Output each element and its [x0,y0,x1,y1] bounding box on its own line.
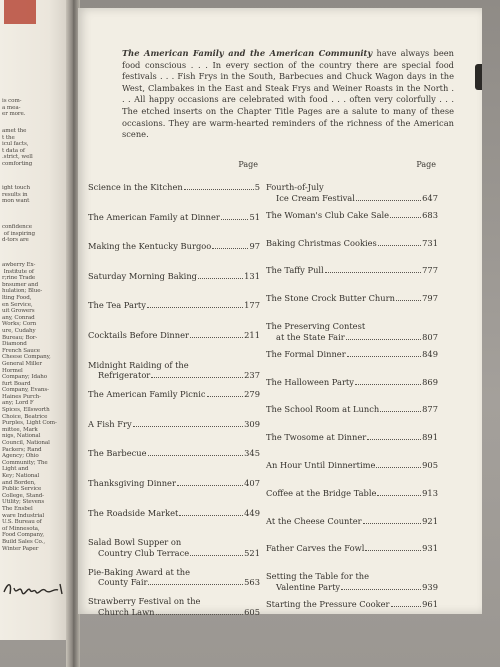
entry-title: The American Family Picnic [88,389,206,400]
dot-leader [177,478,243,486]
entry-leader-row [88,370,260,381]
contents-entry [88,419,260,430]
entry-leader-row [266,293,438,304]
contents-entry [88,448,260,459]
entry-page-number: 237 [244,370,260,381]
dot-leader [184,182,254,190]
entry-leader-row [88,182,260,193]
contents-entry [266,571,438,592]
dot-leader [390,210,421,218]
entry-title: The Stone Crock Butter Churn [266,293,395,304]
dot-leader [346,332,421,340]
contents-entry [266,488,438,499]
entry-leader-row [266,432,438,443]
entry-page-number: 877 [422,404,438,415]
entry-leader-row [266,332,438,343]
entry-page-number: 777 [422,265,438,276]
facing-page-text: awberry Ex- Institute of r;rine Trade bnsumer and hulation; Blue- lting Food, en Service, uit Growers any, Conrad Works; Corn ure, Cudahy Bureau; Bor- Diamond French Sauce Cheese Company, General Miller Hormel Company; Idaho furt Board Company, Evans- Haines Purch- any; Lord F Spices, Ellsworth Choice, Beatrice Purples, Light Com- mittee, Mark nigs, National Council, National Packers; Rand Agency; Ohio Community; The Light and Key; National and Borden, Public Service College, Stand- Utility; Stevens The Ensbel ware Industrial U.S. Bureau of of Minnesota, Food Company, Build Sales Co., Winter Paper [2,262,57,552]
contents-entry [88,478,260,489]
entry-title: Ice Cream Festival [276,192,355,203]
dot-leader [147,300,243,308]
contents-entry [266,349,438,360]
entry-title: An Hour Until Dinnertime [266,460,376,470]
contents-entry [266,516,438,527]
entry-title: Coffee at the Bridge Table [266,487,377,498]
page-column-heading: Page [416,160,436,169]
dot-leader [347,349,421,357]
dot-leader [212,241,248,249]
entry-leader-row [266,210,438,221]
entry-leader-row [266,349,438,360]
entry-title: The Formal Dinner [266,348,346,359]
entry-title-line: Pie-Baking Award at the [88,566,191,577]
contents-entry [266,404,438,415]
contents-entry [88,271,260,282]
entry-leader-row [88,548,260,559]
contents-entry [266,210,438,221]
entry-page-number: 309 [244,418,260,429]
entry-leader-row [88,241,260,252]
contents-column-left [88,160,260,617]
entry-page-number: 869 [422,376,438,387]
intro-body: have always been food conscious . . . In every section of the country there are special food festivals . . . Fish Frys in the South, Barbecues and Chuck Wagon days in the West, Clambakes in the East and Steak Frys and Weiner Roasts in the North . . . All happy occasions are celebrated with food . . . often very colorfully . . . The etched inserts on the Chapter Title Pages are a salute to many of these occasions. They are warm-hearted reminders of the richness of the American scene. [122,48,454,140]
entry-title: The School Room at Lunch [266,404,380,415]
entry-title: at the State Fair [276,331,345,342]
dot-leader [148,577,243,585]
contents-entry [266,599,438,610]
entry-page-number: 521 [244,547,260,558]
page-column-heading: Page [238,160,258,169]
contents-entry [88,241,260,252]
contents-entry [88,508,260,519]
contents-column-right [266,160,438,609]
entry-title: The Halloween Party [266,376,354,387]
entry-page-number: 921 [422,515,438,526]
facing-page-text: ight touch results in mon want [2,185,30,205]
entry-title: The Tea Party [88,300,146,311]
entry-leader-row [88,607,260,618]
entry-page-number: 449 [244,507,260,518]
dot-leader [148,448,244,456]
entry-leader-row [266,599,438,610]
dot-leader [207,389,244,397]
entry-title: A Fish Fry [88,418,132,429]
contents-entry [88,300,260,311]
entry-page-number: 683 [422,209,438,220]
entry-title: Thanksgiving Dinner [88,478,176,488]
entry-leader-row [266,543,438,554]
entry-leader-row [88,389,260,400]
dot-leader [391,599,422,607]
contents-entry [88,567,260,588]
entry-title: The Taffy Pull [266,265,324,276]
facing-page-text: confidence of inspiring d-tors are [2,224,35,244]
entry-title: The American Family at Dinner [88,211,220,222]
entry-page-number: 905 [422,460,438,470]
entry-title: The Woman's Club Cake Sale [266,209,390,220]
entry-page-number: 131 [244,270,260,281]
entry-leader-row [88,478,260,489]
entry-page-number: 647 [422,192,438,203]
contents-page [78,8,482,617]
entry-leader-row [88,448,260,459]
entry-title: The Twosome at Dinner [266,432,367,443]
dot-leader [365,543,421,551]
entry-title: Making the Kentucky Burgoo [88,241,212,252]
entry-title: The Roadside Market [88,507,179,518]
entry-page-number: 563 [244,577,260,588]
entry-title: Country Club Terrace [98,547,190,558]
contents-entry [88,360,260,381]
entry-title-line: Setting the Table for the [266,571,370,582]
contents-entry [266,238,438,249]
entry-leader-row [266,265,438,276]
bookmark-tab [4,0,36,24]
entry-leader-row [88,508,260,519]
dot-leader [325,265,421,273]
dot-leader [380,404,421,412]
entry-leader-row [88,212,260,223]
entry-page-number: 891 [422,432,438,443]
contents-entry [88,212,260,223]
entry-title: The Barbecue [88,448,147,459]
contents-entry [88,330,260,341]
entry-title: Church Lawn [98,606,155,617]
entry-page-number: 849 [422,348,438,359]
entry-page-number: 961 [422,599,438,609]
entry-title-line: Salad Bowl Supper on [88,537,182,548]
entry-leader-row [266,488,438,499]
dot-leader [156,607,244,615]
dot-leader [355,377,421,385]
contents-entry [266,432,438,443]
facing-page-text: is com- a mea- er more. [2,98,26,118]
entry-page-number: 211 [244,330,260,340]
contents-entry [266,377,438,388]
entry-title: At the Cheese Counter [266,515,362,526]
contents-entry [266,265,438,276]
entry-page-number: 97 [249,241,260,252]
entry-page-number: 345 [244,448,260,459]
entry-title-line: The Preserving Contest [266,321,366,331]
entry-page-number: 931 [422,543,438,554]
entry-page-number: 605 [244,606,260,617]
entry-page-number: 407 [244,478,260,488]
entry-title: Refrigerator [98,370,151,381]
dot-leader [363,516,422,524]
entry-leader-row [266,516,438,527]
dot-leader [190,330,243,338]
entry-title-line: Fourth-of-July [266,182,324,192]
intro-lead: The American Family and the American Community [122,48,373,58]
intro-paragraph [122,48,454,141]
entry-title: Cocktails Before Dinner [88,330,189,340]
facing-page-text: amet the t the icul facts, t data of .strict, well comforting [2,128,33,167]
dot-leader [133,419,243,427]
entry-leader-row [88,577,260,588]
dot-leader [221,212,249,220]
dot-leader [396,293,421,301]
dot-leader [356,193,421,201]
entry-page-number: 797 [422,293,438,304]
dot-leader [198,271,243,279]
entry-leader-row [266,377,438,388]
contents-entry [266,293,438,304]
entry-leader-row [266,404,438,415]
entry-leader-row [88,300,260,311]
entry-title-line: Midnight Raiding of the [88,359,189,370]
entry-page-number: 5 [254,182,260,192]
contents-entry [88,182,260,193]
entry-page-number: 731 [422,237,438,248]
entry-leader-row [266,193,438,204]
entry-title: Starting the Pressure Cooker [266,599,390,609]
dot-leader [151,370,243,378]
entry-leader-row [266,460,438,471]
dot-leader [179,508,243,516]
contents-entry [88,389,260,400]
thumb-index-tab [475,64,482,90]
contents-entry [266,460,438,471]
signature-icon [2,578,68,600]
entry-title: County Fair [98,577,148,588]
entry-title: Father Carves the Fowl [266,543,365,554]
entry-page-number: 807 [422,331,438,342]
entry-page-number: 51 [249,211,260,222]
contents-entry [266,321,438,342]
entry-page-number: 279 [244,389,260,400]
entry-page-number: 177 [244,300,260,311]
dot-leader [378,238,421,246]
dot-leader [377,488,421,496]
entry-leader-row [266,238,438,249]
contents-entry [266,182,438,203]
entry-page-number: 939 [422,581,438,592]
contents-entry [88,537,260,558]
entry-title: Baking Christmas Cookies [266,237,377,248]
entry-title: Science in the Kitchen [88,182,183,192]
entry-leader-row [266,582,438,593]
contents-entry [266,543,438,554]
entry-title-line: Strawberry Festival on the [88,596,201,607]
dot-leader [376,460,421,468]
facing-page [0,0,70,640]
contents-entry [88,596,260,617]
entry-title: Saturday Morning Baking [88,270,197,281]
entry-leader-row [88,330,260,341]
entry-leader-row [88,419,260,430]
entry-page-number: 913 [422,487,438,498]
dot-leader [341,582,421,590]
dot-leader [367,432,421,440]
entry-title: Valentine Party [276,581,341,592]
entry-leader-row [88,271,260,282]
dot-leader [190,548,243,556]
